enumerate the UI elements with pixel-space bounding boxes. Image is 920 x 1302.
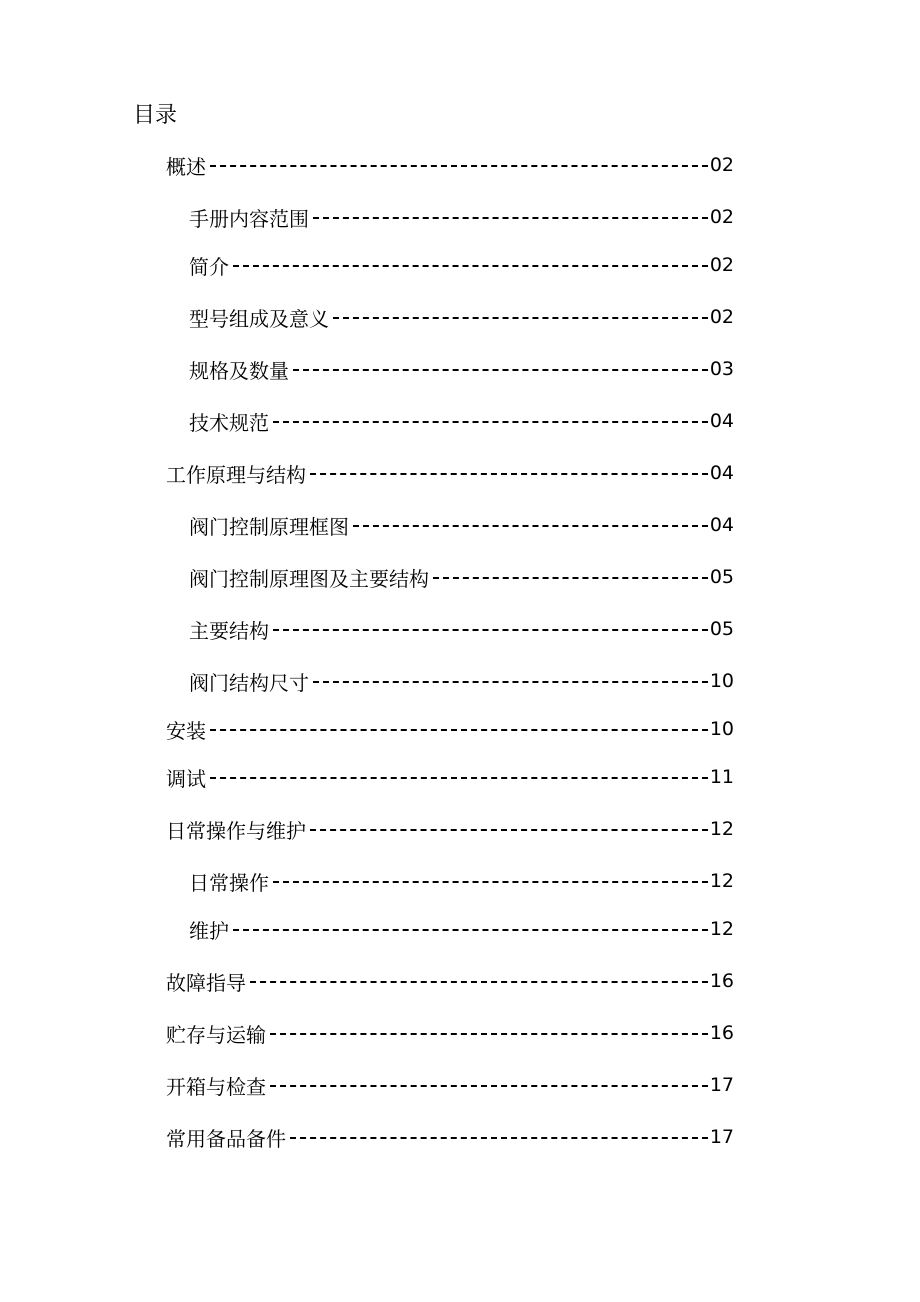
toc-entry-unpacking-inspection[interactable] <box>166 1069 734 1101</box>
toc-page-number: 02 <box>709 154 734 176</box>
toc-entry-label: 贮存与运输 <box>166 1022 266 1047</box>
toc-entry-specs-quantity[interactable] <box>189 353 734 385</box>
toc-leader-line <box>433 577 708 579</box>
toc-entry-label: 调试 <box>166 766 206 791</box>
toc-page-number: 10 <box>709 670 734 692</box>
toc-leader-line <box>210 729 708 731</box>
toc-leader-line <box>210 165 708 167</box>
toc-entry-introduction[interactable] <box>189 249 734 281</box>
toc-entry-label: 开箱与检查 <box>166 1074 266 1099</box>
toc-leader-line <box>273 881 708 883</box>
toc-entry-label: 工作原理与结构 <box>166 462 306 487</box>
toc-page-number: 03 <box>709 358 734 380</box>
toc-page-number: 10 <box>709 718 734 740</box>
toc-page-number: 05 <box>709 618 734 640</box>
toc-entry-manual-scope[interactable] <box>189 201 734 233</box>
toc-leader-line <box>270 1085 708 1087</box>
toc-page-number: 17 <box>709 1126 734 1148</box>
toc-entry-label: 日常操作 <box>189 870 269 895</box>
toc-page-number: 12 <box>709 818 734 840</box>
toc-entry-working-principle[interactable] <box>166 457 734 489</box>
toc-leader-line <box>270 1033 708 1035</box>
toc-entry-model-composition[interactable] <box>189 301 734 333</box>
toc-entry-spare-parts[interactable] <box>166 1121 734 1153</box>
toc-leader-line <box>273 421 708 423</box>
toc-leader-line <box>313 681 708 683</box>
toc-entry-troubleshooting[interactable] <box>166 965 734 997</box>
toc-entry-label: 阀门结构尺寸 <box>189 670 309 695</box>
toc-page-number: 04 <box>709 514 734 536</box>
toc-page-number: 17 <box>709 1074 734 1096</box>
toc-page-number: 02 <box>709 206 734 228</box>
toc-leader-line <box>310 473 708 475</box>
toc-entry-label: 技术规范 <box>189 410 269 435</box>
toc-page-number: 12 <box>709 918 734 940</box>
toc-page-number: 02 <box>709 254 734 276</box>
toc-title: 目录 <box>133 103 178 128</box>
toc-entry-label: 主要结构 <box>189 618 269 643</box>
toc-leader-line <box>290 1137 708 1139</box>
toc-page-number: 04 <box>709 410 734 432</box>
toc-leader-line <box>353 525 708 527</box>
toc-entry-label: 手册内容范围 <box>189 206 309 231</box>
toc-entry-maintenance[interactable] <box>189 913 734 945</box>
toc-leader-line <box>313 217 708 219</box>
toc-entry-main-structure[interactable] <box>189 613 734 645</box>
toc-leader-line <box>310 829 708 831</box>
toc-entry-commissioning[interactable] <box>166 761 734 793</box>
toc-entry-daily-operation[interactable] <box>189 865 734 897</box>
toc-leader-line <box>293 369 708 371</box>
toc-entry-overview[interactable] <box>166 149 734 181</box>
toc-entry-label: 阀门控制原理图及主要结构 <box>189 566 429 591</box>
toc-leader-line <box>273 629 708 631</box>
toc-entry-label: 安装 <box>166 718 206 743</box>
toc-entry-label: 阀门控制原理框图 <box>189 514 349 539</box>
toc-entry-label: 日常操作与维护 <box>166 818 306 843</box>
toc-entry-technical-specs[interactable] <box>189 405 734 437</box>
toc-entry-label: 常用备品备件 <box>166 1126 286 1151</box>
toc-entry-valve-dimensions[interactable] <box>189 665 734 697</box>
toc-leader-line <box>250 981 708 983</box>
toc-entry-label: 故障指导 <box>166 970 246 995</box>
toc-entry-operation-maintenance[interactable] <box>166 813 734 845</box>
toc-page-number: 05 <box>709 566 734 588</box>
toc-page-number: 12 <box>709 870 734 892</box>
toc-leader-line <box>210 777 708 779</box>
toc-page-number: 11 <box>709 766 734 788</box>
toc-entry-installation[interactable] <box>166 713 734 745</box>
toc-entry-label: 规格及数量 <box>189 358 289 383</box>
toc-page-number: 04 <box>709 462 734 484</box>
toc-page-number: 16 <box>709 1022 734 1044</box>
toc-entry-label: 简介 <box>189 254 229 279</box>
toc-leader-line <box>333 317 708 319</box>
toc-entry-label: 维护 <box>189 918 229 943</box>
toc-entry-control-schematic[interactable] <box>189 561 734 593</box>
toc-leader-line <box>233 265 708 267</box>
toc-entry-label: 型号组成及意义 <box>189 306 329 331</box>
toc-page-number: 16 <box>709 970 734 992</box>
toc-entry-label: 概述 <box>166 154 206 179</box>
toc-leader-line <box>233 929 708 931</box>
toc-entry-storage-transport[interactable] <box>166 1017 734 1049</box>
toc-page-number: 02 <box>709 306 734 328</box>
toc-entry-control-block-diagram[interactable] <box>189 509 734 541</box>
